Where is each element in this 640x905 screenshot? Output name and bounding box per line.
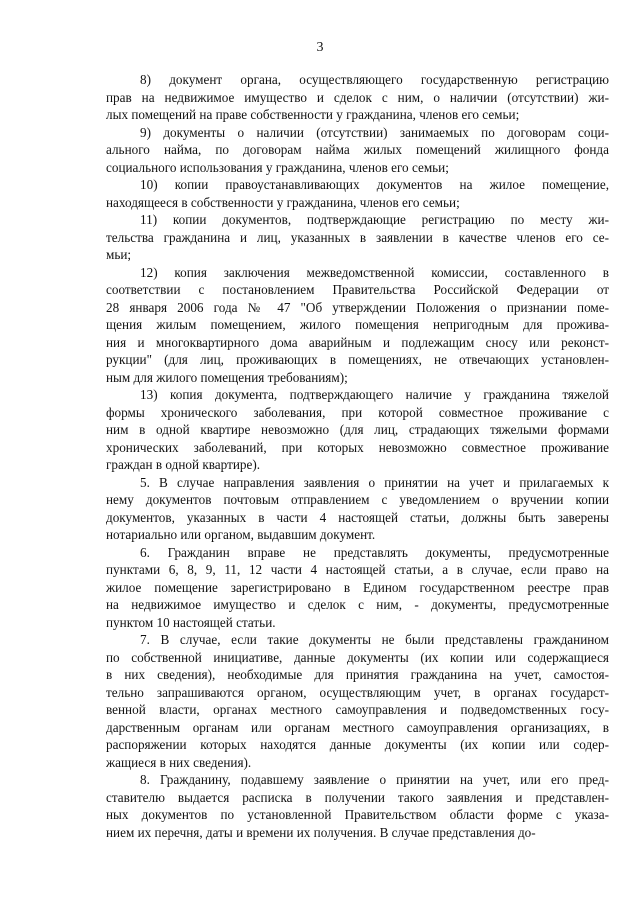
- paragraph-line: находящееся в собственности у гражданина, членов его семьи;: [106, 194, 460, 210]
- paragraph-line: хронических заболеваний, при которых невозможно совместное проживание: [106, 439, 609, 455]
- paragraph-line: в них сведения), необходимые для принятия гражданина на учет, самостоя-: [106, 667, 609, 682]
- paragraph-line: венной власти, органах местного самоуправления и подведомственных госу-: [106, 702, 609, 717]
- paragraph-line: 6. Гражданин вправе не представлять документы, предусмотренные: [140, 544, 609, 560]
- paragraph-line: граждан в одной квартире).: [106, 457, 261, 472]
- paragraph-line: ального найма, по договорам найма жилых помещений жилищного фонда: [106, 142, 609, 157]
- paragraph: [106, 71, 609, 124]
- paragraph-line: щения жилым помещением, жилого помещения непригодным для прожива-: [106, 317, 609, 332]
- paragraph-line: документов, указанных в части 4 настоящей статьи, должны быть заверены: [106, 509, 609, 525]
- paragraph-line: соответствии с постановлением Правительства Российской Федерации от: [106, 282, 609, 297]
- paragraph-line: нием их перечня, даты и времени их получения. В случае представления до-: [106, 824, 536, 840]
- paragraph-line: 11) копии документов, подтверждающие регистрацию по месту жи-: [140, 212, 609, 227]
- paragraph-line: нему документов почтовым отправлением с уведомлением о вручении копии: [106, 492, 609, 507]
- paragraph-line: социального использования у гражданина, членов его семьи;: [106, 159, 449, 175]
- paragraph-line: ставителю выдается расписка в получении такого заявления и представлен-: [106, 789, 609, 805]
- paragraph-line: рукции" (для лиц, проживающих в помещениях, не отвечающих установлен-: [106, 352, 609, 367]
- paragraph: [106, 631, 609, 771]
- paragraph-line: распоряжении которых находятся данные документы (их копии или содер-: [106, 737, 609, 752]
- paragraph-line: 8. Гражданину, подавшему заявление о принятии на учет, или его пред-: [140, 772, 609, 787]
- paragraph-line: ним в одной квартире невозможно (для лиц, страдающих тяжелыми формами: [106, 422, 609, 437]
- paragraph-line: ным для жилого помещения требованиям);: [106, 369, 348, 385]
- paragraph-line: ния и многоквартирного дома аварийным и подлежащим сносу или реконст-: [106, 334, 609, 350]
- paragraph: [106, 211, 609, 264]
- document-body: [106, 71, 609, 841]
- paragraph: [106, 771, 609, 841]
- paragraph-line: жилое помещение зарегистрировано в Едином государственном реестре прав: [106, 579, 609, 595]
- paragraph-line: 9) документы о наличии (отсутствии) занимаемых по договорам соци-: [140, 124, 609, 140]
- paragraph-line: дарственным органам или органам местного самоуправления организациях, в: [106, 719, 609, 735]
- paragraph-line: 12) копия заключения межведомственной комиссии, составленного в: [140, 264, 609, 280]
- paragraph: [106, 544, 609, 632]
- paragraph-line: пунктом 10 настоящей статьи.: [106, 614, 276, 630]
- paragraph-line: 7. В случае, если такие документы не были представлены гражданином: [140, 632, 609, 647]
- paragraph-line: тельства гражданина и лиц, указанных в заявлении в качестве членов его се-: [106, 229, 609, 245]
- page-number: 3: [316, 40, 324, 55]
- paragraph-line: формы хронического заболевания, при которой совместное проживание с: [106, 404, 609, 420]
- paragraph-line: по собственной инициативе, данные документы (их копии или содержащиеся: [106, 649, 609, 665]
- paragraph-line: жащиеся в них сведения).: [106, 754, 252, 770]
- paragraph-line: 5. В случае направления заявления о принятии на учет и прилагаемых к: [140, 474, 609, 490]
- paragraph-line: на недвижимое имущество и сделок с ним, - документы, предусмотренные: [106, 597, 609, 612]
- paragraph: [106, 124, 609, 177]
- paragraph-line: тельно запрашиваются органом, осуществляющим учет, в органах государст-: [106, 684, 609, 700]
- paragraph-line: лых помещений на праве собственности у гражданина, членов его семьи;: [106, 107, 520, 122]
- paragraph: [106, 176, 609, 211]
- paragraph: [106, 386, 609, 474]
- paragraph-line: 13) копия документа, подтверждающего наличие у гражданина тяжелой: [140, 387, 609, 402]
- paragraph-line: прав на недвижимое имущество и сделок с ним, о наличии (отсутствии) жи-: [106, 89, 609, 105]
- paragraph-line: ных документов по установленной Правительством области форме с указа-: [106, 807, 609, 822]
- paragraph-line: 8) документ органа, осуществляющего государственную регистрацию: [140, 72, 609, 87]
- paragraph-line: мьи;: [106, 247, 132, 262]
- paragraph: [106, 264, 609, 387]
- paragraph-line: пунктами 6, 8, 9, 11, 12 части 4 настоящей статьи, а в случае, если право на: [106, 562, 609, 577]
- paragraph-line: 10) копии правоустанавливающих документов на жилое помещение,: [140, 177, 609, 192]
- paragraph: [106, 474, 609, 544]
- paragraph-line: нотариально или органом, выдавшим документ.: [106, 527, 376, 542]
- paragraph-line: 28 января 2006 года № 47 "Об утверждении Положения о признании поме-: [106, 299, 609, 315]
